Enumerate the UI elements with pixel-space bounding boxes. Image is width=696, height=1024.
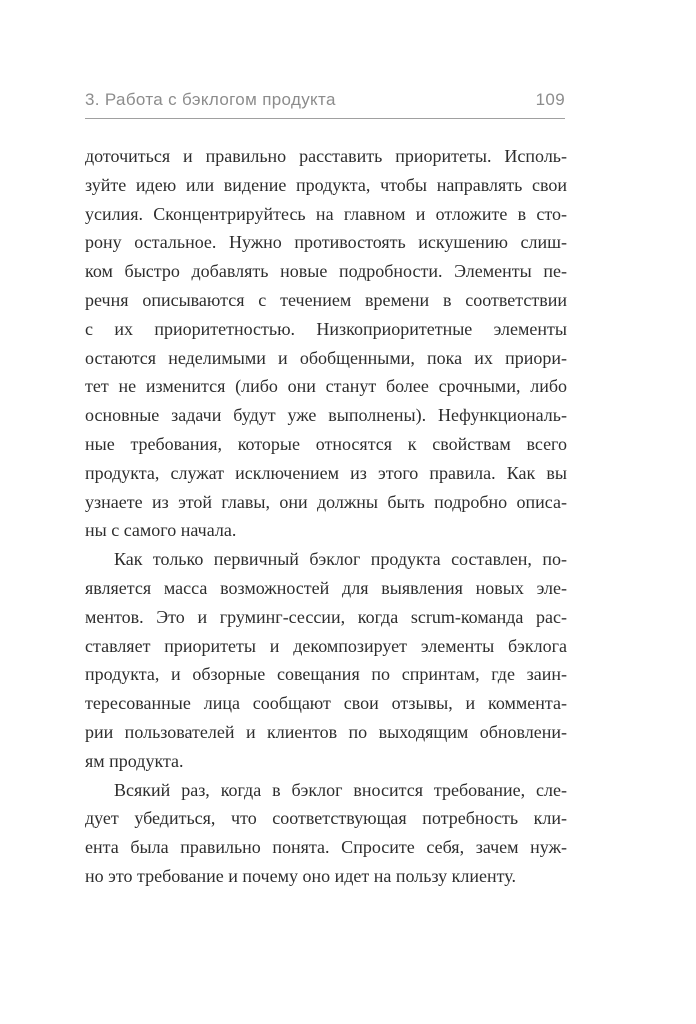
text-line: ставляет приоритеты и декомпозирует элементы бэклога bbox=[85, 635, 567, 656]
text-line: ям продукта. bbox=[85, 750, 184, 771]
text-line: речня описываются с течением времени в соответствии bbox=[85, 289, 567, 310]
text-line: ком быстро добавлять новые подробности. Элементы пе- bbox=[85, 261, 567, 282]
paragraph-1 bbox=[85, 142, 567, 545]
text-line: продукта, и обзорные совещания по спринтам, где заин- bbox=[85, 664, 567, 685]
text-line: ны с самого начала. bbox=[85, 520, 237, 541]
text-line: ментов. Это и груминг-сессии, когда scrum-команда рас- bbox=[85, 606, 567, 627]
text-line: основные задачи будут уже выполнены). Нефункциональ- bbox=[85, 405, 567, 426]
text-line: усилия. Сконцентрируйтесь на главном и отложите в сто- bbox=[85, 203, 567, 224]
text-line: дует убедиться, что соответствующая потребность кли- bbox=[85, 808, 567, 829]
text-line: ента была правильно понята. Спросите себя, зачем нуж- bbox=[85, 837, 567, 858]
text-line: остаются неделимыми и обобщенными, пока их приори- bbox=[85, 347, 567, 368]
text-line: тересованные лица сообщают свои отзывы, и коммента- bbox=[85, 693, 567, 714]
text-line: ные требования, которые относятся к свойствам всего bbox=[85, 433, 567, 454]
running-header bbox=[85, 90, 565, 119]
text-line: узнаете из этой главы, они должны быть подробно описа- bbox=[85, 491, 567, 512]
text-line: доточиться и правильно расставить приоритеты. Исполь- bbox=[85, 146, 567, 166]
text-line: Как только первичный бэклог продукта составлен, по- bbox=[114, 549, 567, 570]
text-line: продукта, служат исключением из этого правила. Как вы bbox=[85, 462, 567, 483]
text-line: но это требование и почему оно идет на пользу клиенту. bbox=[85, 865, 516, 886]
paragraph-2 bbox=[85, 545, 567, 775]
text-line: Всякий раз, когда в бэклог вносится требование, сле- bbox=[114, 779, 567, 800]
page-number: 109 bbox=[535, 90, 565, 109]
chapter-title: 3. Работа с бэклогом продукта bbox=[85, 90, 336, 109]
text-line: зуйте идею или видение продукта, чтобы направлять свои bbox=[85, 174, 567, 195]
text-line: с их приоритетностью. Низкоприоритетные элементы bbox=[85, 318, 567, 339]
body-text bbox=[85, 142, 567, 891]
text-line: является масса возможностей для выявления новых эле- bbox=[85, 577, 567, 598]
paragraph-3 bbox=[85, 776, 567, 891]
text-line: тет не изменится (либо они станут более срочными, либо bbox=[85, 376, 567, 397]
text-line: рону остальное. Нужно противостоять искушению слиш- bbox=[85, 232, 567, 253]
text-line: рии пользователей и клиентов по выходящим обновлени- bbox=[85, 721, 567, 742]
